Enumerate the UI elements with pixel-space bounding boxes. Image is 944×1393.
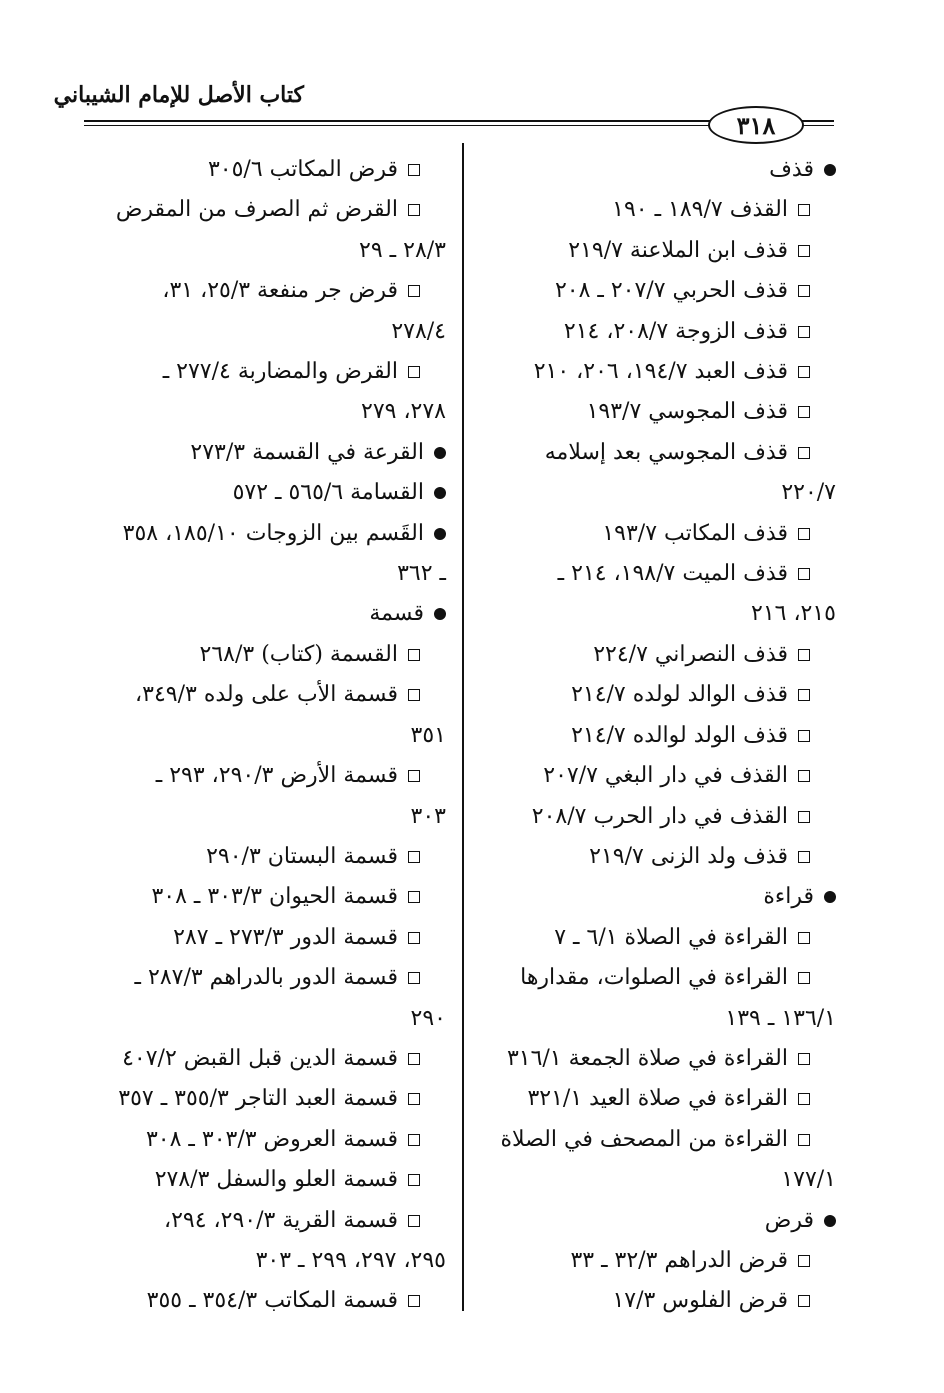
column-divider	[462, 143, 464, 1311]
entry-text: قذف المجوسي بعد إسلامه	[544, 439, 788, 465]
entry-text: القراءة في الصلاة ٦/١ ـ ٧	[554, 924, 788, 950]
entry-text: قذف الحربي ٢٠٧/٧ ـ ٢٠٨	[554, 278, 788, 304]
square-bullet-icon	[408, 932, 420, 944]
index-subentry	[84, 190, 446, 230]
entry-text: القَسم بين الزوجات ١٨٥/١٠، ٣٥٨	[122, 520, 424, 546]
index-subentry	[474, 392, 836, 432]
entry-text: القسمة (كتاب) ٢٦٨/٣	[199, 641, 398, 667]
square-bullet-icon	[798, 285, 810, 297]
entry-text: قراءة	[763, 884, 814, 910]
entry-text: قذف العبد ١٩٤/٧، ٢٠٦، ٢١٠	[533, 359, 788, 385]
square-bullet-icon	[798, 689, 810, 701]
entry-text: قذف المكاتب ١٩٣/٧	[602, 520, 788, 546]
index-subentry	[474, 352, 836, 392]
index-subentry	[474, 271, 836, 311]
bullet-icon	[434, 487, 446, 499]
square-bullet-icon	[408, 851, 420, 863]
index-subentry	[84, 1281, 446, 1321]
square-bullet-icon	[798, 406, 810, 418]
entry-text: القراءة في صلاة العيد ٣٢١/١	[527, 1086, 788, 1112]
entry-text: قسمة الحيوان ٣٠٣/٣ ـ ٣٠٨	[151, 884, 398, 910]
entry-text: ٢٧٨، ٢٧٩	[361, 399, 446, 425]
square-bullet-icon	[798, 528, 810, 540]
entry-text: قسمة الدين قبل القبض ٤٠٧/٢	[122, 1045, 398, 1071]
index-continuation	[84, 392, 446, 432]
index-subentry	[474, 1120, 836, 1160]
index-continuation	[474, 999, 836, 1039]
entry-text: قسمة الأب على ولده ٣٤٩/٣،	[135, 682, 398, 708]
entry-text: ٢٨/٣ ـ ٢٩	[359, 237, 446, 263]
entry-text: قرض الفلوس ١٧/٣	[612, 1288, 788, 1314]
square-bullet-icon	[798, 1255, 810, 1267]
index-subentry	[474, 1281, 836, 1321]
bullet-icon	[434, 528, 446, 540]
square-bullet-icon	[408, 204, 420, 216]
square-bullet-icon	[408, 1093, 420, 1105]
entry-text: قسمة الأرض ٢٩٠/٣، ٢٩٣ ـ	[155, 763, 398, 789]
index-heading	[84, 433, 446, 473]
index-subentry	[84, 918, 446, 958]
index-subentry	[474, 837, 836, 877]
square-bullet-icon	[798, 366, 810, 378]
index-subentry	[474, 312, 836, 352]
entry-text: القذف في دار الحرب ٢٠٨/٧	[531, 803, 788, 829]
entry-text: ٢٧٨/٤	[391, 318, 446, 344]
index-continuation	[84, 312, 446, 352]
index-subentry	[84, 352, 446, 392]
square-bullet-icon	[798, 730, 810, 742]
index-column-left	[84, 150, 446, 1322]
entry-text: قسمة	[369, 601, 424, 627]
index-continuation	[84, 1241, 446, 1281]
entry-text: قسمة العلو والسفل ٢٧٨/٣	[154, 1167, 398, 1193]
bullet-icon	[434, 447, 446, 459]
page-number: ٣١٨	[708, 106, 804, 144]
index-subentry	[84, 1160, 446, 1200]
index-subentry	[84, 150, 446, 190]
square-bullet-icon	[408, 1134, 420, 1146]
square-bullet-icon	[408, 689, 420, 701]
index-continuation	[84, 231, 446, 271]
index-continuation	[474, 1160, 836, 1200]
index-subentry	[474, 958, 836, 998]
square-bullet-icon	[408, 164, 420, 176]
entry-text: القذف ١٨٩/٧ ـ ١٩٠	[612, 197, 788, 223]
square-bullet-icon	[798, 811, 810, 823]
square-bullet-icon	[798, 1053, 810, 1065]
square-bullet-icon	[408, 972, 420, 984]
entry-text: قسمة المكاتب ٣٥٤/٣ ـ ٣٥٥	[146, 1288, 398, 1314]
index-subentry	[474, 1241, 836, 1281]
bullet-icon	[824, 891, 836, 903]
square-bullet-icon	[798, 1093, 810, 1105]
square-bullet-icon	[408, 1053, 420, 1065]
entry-text: قذف النصراني ٢٢٤/٧	[593, 641, 788, 667]
square-bullet-icon	[798, 326, 810, 338]
entry-text: القسامة ٥٦٥/٦ ـ ٥٧٢	[232, 480, 424, 506]
index-subentry	[84, 635, 446, 675]
page-header	[0, 0, 944, 150]
index-subentry	[84, 958, 446, 998]
entry-text: قذف الميت ١٩٨/٧، ٢١٤ ـ	[557, 561, 788, 587]
index-subentry	[474, 716, 836, 756]
square-bullet-icon	[408, 366, 420, 378]
square-bullet-icon	[408, 649, 420, 661]
index-continuation	[84, 999, 446, 1039]
entry-text: القراءة من المصحف في الصلاة	[500, 1126, 788, 1152]
book-title: كتاب الأصل للإمام الشيباني	[53, 82, 304, 108]
square-bullet-icon	[408, 285, 420, 297]
entry-text: القرعة في القسمة ٢٧٣/٣	[190, 439, 424, 465]
square-bullet-icon	[798, 447, 810, 459]
square-bullet-icon	[798, 851, 810, 863]
index-subentry	[84, 877, 446, 917]
entry-text: قذف المجوسي ١٩٣/٧	[586, 399, 788, 425]
square-bullet-icon	[798, 1134, 810, 1146]
index-heading	[84, 473, 446, 513]
index-heading	[474, 1201, 836, 1241]
index-subentry	[84, 756, 446, 796]
index-subentry	[474, 433, 836, 473]
entry-text: القراءة في الصلوات، مقدارها	[520, 965, 788, 991]
square-bullet-icon	[798, 204, 810, 216]
index-subentry	[474, 1039, 836, 1079]
entry-text: قسمة القرية ٢٩٠/٣، ٢٩٤،	[164, 1207, 398, 1233]
index-heading	[474, 150, 836, 190]
index-continuation	[474, 473, 836, 513]
entry-text: ـ ٣٦٢	[397, 561, 446, 587]
index-subentry	[84, 1120, 446, 1160]
square-bullet-icon	[798, 568, 810, 580]
index-subentry	[474, 756, 836, 796]
index-subentry	[474, 918, 836, 958]
entry-text: قسمة الدور ٢٧٣/٣ ـ ٢٨٧	[173, 924, 398, 950]
entry-text: قذف ولد الزنى ٢١٩/٧	[589, 843, 788, 869]
entry-text: ٣٥١	[410, 722, 446, 748]
index-column-right	[474, 150, 836, 1322]
index-subentry	[474, 190, 836, 230]
entry-text: ٣٠٣	[410, 803, 446, 829]
index-subentry	[84, 271, 446, 311]
index-heading	[84, 594, 446, 634]
entry-text: قرض	[764, 1207, 814, 1233]
entry-text: ٢٢٠/٧	[781, 480, 836, 506]
bullet-icon	[434, 608, 446, 620]
square-bullet-icon	[798, 1295, 810, 1307]
entry-text: قرض الدراهم ٣٢/٣ ـ ٣٣	[570, 1247, 788, 1273]
index-heading	[84, 514, 446, 554]
index-subentry	[474, 797, 836, 837]
index-continuation	[84, 797, 446, 837]
index-subentry	[474, 231, 836, 271]
entry-text: القرض والمضاربة ٢٧٧/٤ ـ	[162, 359, 398, 385]
index-subentry	[84, 1079, 446, 1119]
entry-text: قرض المكاتب ٣٠٥/٦	[207, 157, 398, 182]
header-rule-left	[84, 120, 714, 126]
entry-text: قذف	[769, 157, 814, 182]
entry-text: قسمة البستان ٢٩٠/٣	[206, 843, 398, 869]
entry-text: قذف ابن الملاعنة ٢١٩/٧	[568, 237, 788, 263]
square-bullet-icon	[408, 1215, 420, 1227]
index-subentry	[474, 1079, 836, 1119]
index-subentry	[474, 675, 836, 715]
entry-text: قذف الولد لوالده ٢١٤/٧	[571, 722, 788, 748]
square-bullet-icon	[798, 932, 810, 944]
entry-text: ١٧٧/١	[781, 1167, 836, 1193]
index-subentry	[84, 1039, 446, 1079]
square-bullet-icon	[798, 770, 810, 782]
index-continuation	[474, 594, 836, 634]
index-heading	[474, 877, 836, 917]
entry-text: ٢٩٥، ٢٩٧، ٢٩٩ ـ ٣٠٣	[255, 1247, 446, 1273]
square-bullet-icon	[408, 1174, 420, 1186]
entry-text: قرض جر منفعة ٢٥/٣، ٣١،	[162, 278, 398, 304]
square-bullet-icon	[408, 891, 420, 903]
index-subentry	[84, 675, 446, 715]
square-bullet-icon	[798, 972, 810, 984]
square-bullet-icon	[408, 1295, 420, 1307]
index-continuation	[84, 554, 446, 594]
entry-text: ٢١٥، ٢١٦	[751, 601, 836, 627]
square-bullet-icon	[798, 649, 810, 661]
entry-text: قذف الزوجة ٢٠٨/٧، ٢١٤	[563, 318, 788, 344]
index-subentry	[474, 514, 836, 554]
bullet-icon	[824, 164, 836, 176]
index-subentry	[84, 1201, 446, 1241]
entry-text: قسمة العروض ٣٠٣/٣ ـ ٣٠٨	[145, 1126, 398, 1152]
bullet-icon	[824, 1215, 836, 1227]
entry-text: قذف الوالد لولده ٢١٤/٧	[571, 682, 788, 708]
index-subentry	[474, 635, 836, 675]
square-bullet-icon	[408, 770, 420, 782]
index-subentry	[84, 837, 446, 877]
entry-text: القذف في دار البغي ٢٠٧/٧	[543, 763, 788, 789]
entry-text: قسمة العبد التاجر ٣٥٥/٣ ـ ٣٥٧	[118, 1086, 398, 1112]
entry-text: القراءة في صلاة الجمعة ٣١٦/١	[506, 1045, 788, 1071]
index-continuation	[84, 716, 446, 756]
entry-text: ١٣٦/١ ـ ١٣٩	[725, 1005, 836, 1031]
entry-text: القرض ثم الصرف من المقرض	[115, 197, 398, 223]
index-subentry	[474, 554, 836, 594]
entry-text: قسمة الدور بالدراهم ٢٨٧/٣ ـ	[134, 965, 398, 991]
entry-text: ٢٩٠	[410, 1005, 446, 1031]
square-bullet-icon	[798, 245, 810, 257]
